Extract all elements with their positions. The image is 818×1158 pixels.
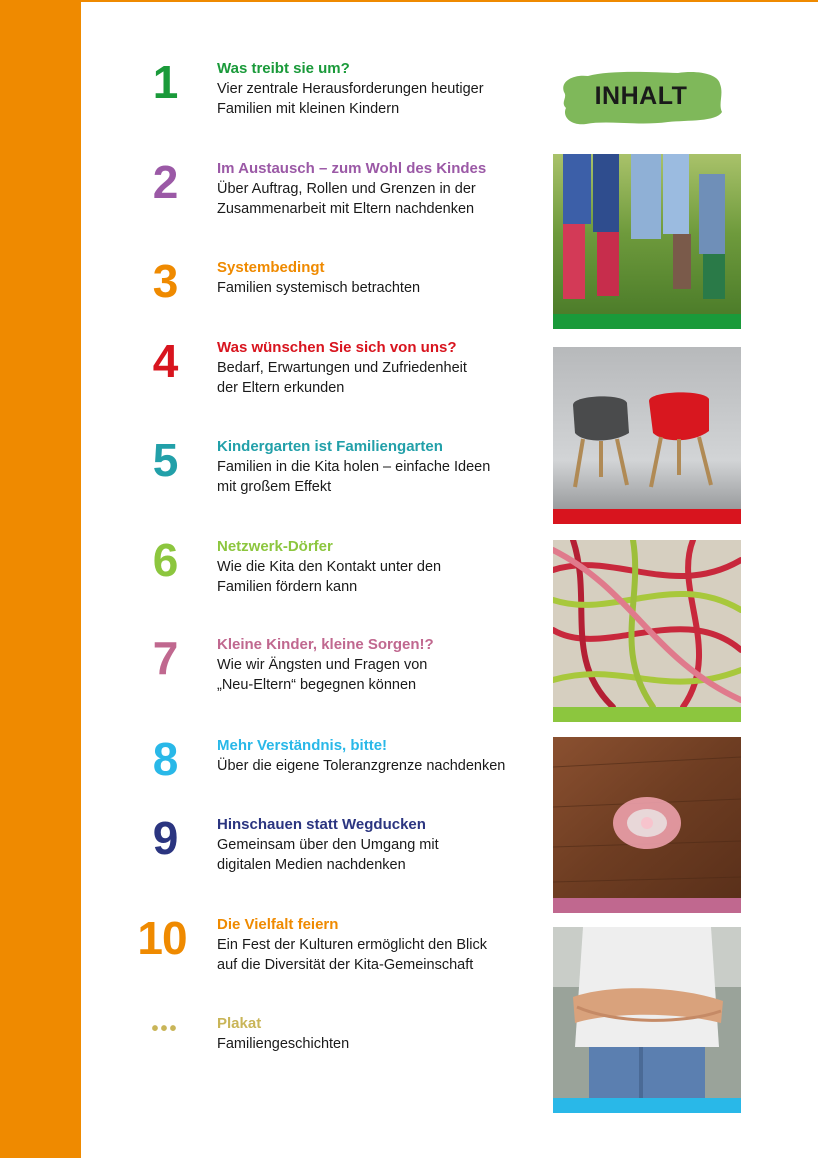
- chapter-description: Über Auftrag, Rollen und Grenzen in der Zusammenarbeit mit Eltern nachdenken: [217, 181, 476, 217]
- chapter-title: Systembedingt: [217, 259, 325, 276]
- chapter-number: 10: [137, 912, 187, 964]
- chapter-description: Wie wir Ängsten und Fragen von „Neu-Eltern“ begegnen können: [217, 657, 428, 693]
- toc-entry-7[interactable]: [130, 632, 550, 715]
- chapter-number: 3: [152, 255, 178, 307]
- chapter-description: Wie die Kita den Kontakt unter den Familien fördern kann: [217, 559, 442, 595]
- toc-entry-poster[interactable]: [130, 1014, 550, 1094]
- toc-entry-8[interactable]: [130, 733, 550, 816]
- photo-wool-threads: [553, 540, 741, 722]
- toc-entry-3[interactable]: [130, 255, 550, 338]
- chapter-title: Plakat: [217, 1015, 262, 1032]
- chapter-title: Hinschauen statt Wegducken: [217, 816, 426, 833]
- left-color-bar: [0, 0, 81, 1158]
- chapter-title: Die Vielfalt feiern: [217, 916, 339, 933]
- chapter-title: Netzwerk-Dörfer: [217, 538, 333, 555]
- chapter-number: 7: [152, 632, 178, 684]
- chapter-description: Über die eigene Toleranzgrenze nachdenken: [217, 758, 506, 774]
- toc-entry-5[interactable]: [130, 434, 550, 517]
- toc-entry-2[interactable]: [130, 156, 550, 239]
- top-rule: [81, 0, 818, 2]
- chapter-title: Im Austausch – zum Wohl des Kindes: [217, 160, 487, 177]
- toc-entry-1[interactable]: [130, 56, 550, 139]
- toc-entry-4[interactable]: [130, 335, 550, 418]
- chapter-description: Familien in die Kita holen – einfache Ideen mit großem Effekt: [217, 459, 491, 495]
- chapter-description: Bedarf, Erwartungen und Zufriedenheit der Eltern erkunden: [217, 360, 467, 396]
- toc-entry-10[interactable]: [130, 912, 550, 995]
- chapter-description: Familiengeschichten: [217, 1036, 350, 1052]
- chapter-number: 1: [152, 56, 178, 108]
- photo-crossed-arms: [553, 927, 741, 1113]
- color-strip: [553, 314, 741, 329]
- chapter-title: Was wünschen Sie sich von uns?: [217, 339, 457, 356]
- chapter-number: 6: [152, 534, 178, 586]
- chapter-title: Kleine Kinder, kleine Sorgen!?: [217, 636, 434, 653]
- chapter-title: Was treibt sie um?: [217, 60, 350, 77]
- chapter-description: Vier zentrale Herausforderungen heutiger Familien mit kleinen Kindern: [217, 81, 484, 117]
- chapter-title: Kindergarten ist Familiengarten: [217, 438, 443, 455]
- chapter-number: 5: [152, 434, 178, 486]
- poster-dots-marker: •••: [151, 1018, 179, 1040]
- photo-chairs: [553, 347, 741, 524]
- photo-pacifier: [553, 737, 741, 913]
- color-strip: [553, 898, 741, 913]
- color-strip: [553, 509, 741, 524]
- chapter-number: 4: [152, 335, 178, 387]
- toc-entry-9[interactable]: [130, 812, 550, 895]
- inhalt-badge: [558, 64, 724, 128]
- chapter-title: Mehr Verständnis, bitte!: [217, 737, 388, 754]
- color-strip: [553, 1098, 741, 1113]
- chapter-number: 8: [152, 733, 178, 785]
- chapter-number: 2: [152, 156, 178, 208]
- chapter-number: 9: [152, 812, 178, 864]
- chapter-description: Ein Fest der Kulturen ermöglicht den Blick auf die Diversität der Kita-Gemeinschaft: [217, 937, 487, 973]
- chapter-description: Gemeinsam über den Umgang mit digitalen Medien nachdenken: [217, 837, 439, 873]
- inhalt-label: INHALT: [594, 82, 688, 110]
- photo-children-rubber-boots: [553, 154, 741, 329]
- chapter-description: Familien systemisch betrachten: [217, 280, 421, 296]
- color-strip: [553, 707, 741, 722]
- toc-entry-6[interactable]: [130, 534, 550, 617]
